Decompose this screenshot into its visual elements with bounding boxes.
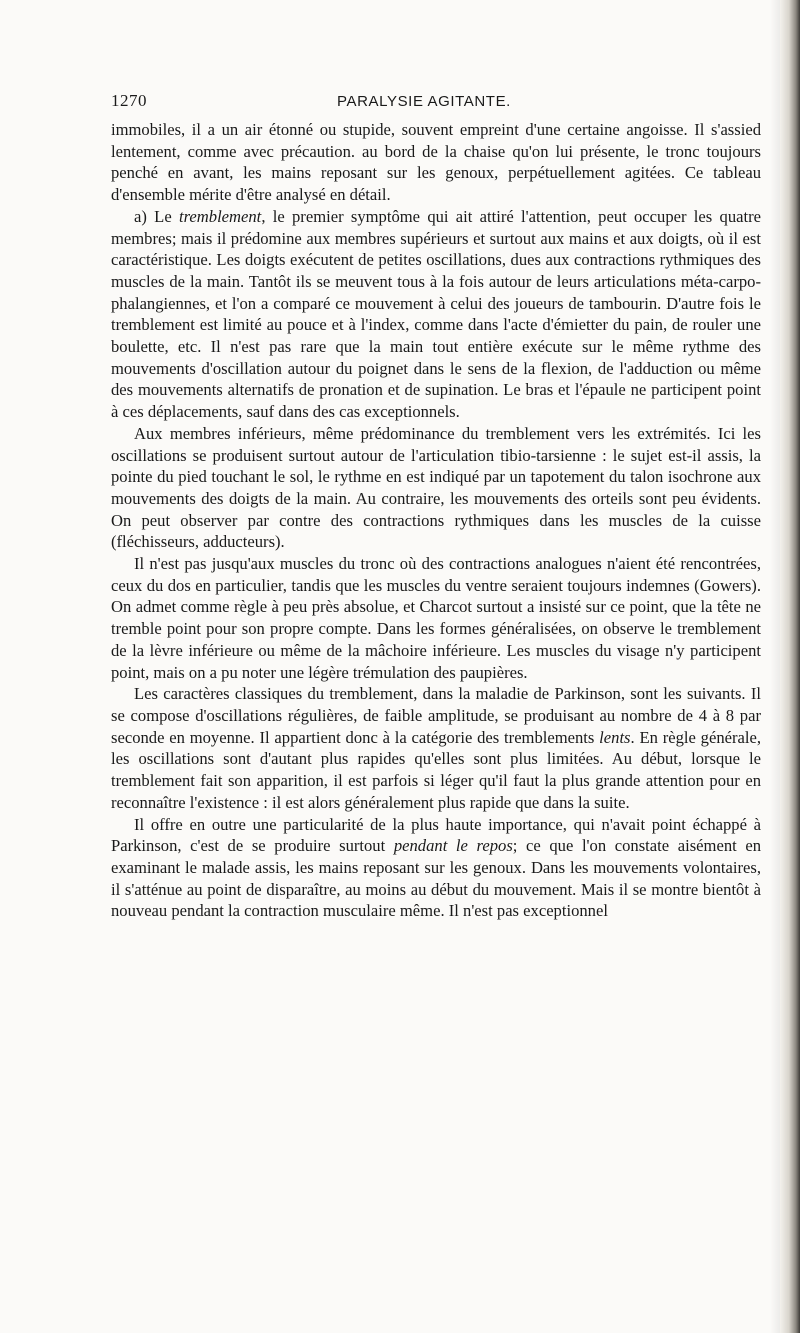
italic-term: pendant le repos [393, 836, 513, 856]
running-title: PARALYSIE AGITANTE. [337, 93, 511, 110]
paragraph: immobiles, il a un air étonné ou stupide, souvent empreint d'une certaine angoisse. Il s'assied lentement, comme avec précaution. au bord de la chaise qu'on lui présente, le tronc toujours penché en avant, les mains reposant sur les genoux, perpétuellement agitées. Ce tableau d'ensemble mérite d'être analysé en détail. [111, 120, 761, 205]
paragraph: Il n'est pas jusqu'aux muscles du tronc où des contractions analogues n'aient été rencontrées, ceux du dos en particulier, tandis que les muscles du ventre seraient toujours indemnes (Gowers). On admet comme règle à peu près absolue, et Charcot surtout a insisté sur ce point, que la tête ne tremble point pour son propre compte. Dans les formes généralisées, on observe le tremblement de la lèvre inférieure ou même de la mâchoire inférieure. Les muscles du visage n'y participent point, mais on a pu noter une légère trémulation des paupières. [111, 554, 761, 682]
paragraph: a) Le tremblement, le premier symptôme qui ait attiré l'attention, peut occuper les quatre membres; mais il prédomine aux membres supérieurs et surtout aux mains et aux doigts, où il est caractéristique. Les doigts exécutent de petites oscillations, dues aux contractions rythmiques des muscles de la main. Tantôt ils se meuvent tous à la fois autour de leurs articulations méta-carpo-phalangiennes, et l'on a comparé ce mouvement à celui des joueurs de tambourin. D'autre fois le tremblement est limité au pouce et à l'index, comme dans l'acte d'émietter du pain, de rouler une boulette, etc. Il n'est pas rare que la main tout entière exécute sur le même rythme des mouvements d'oscillation autour du poignet dans le sens de la flexion, de l'adduction ou même des mouvements alternatifs de pronation et de supination. Le bras et l'épaule ne participent point à ces déplacements, sauf dans des cas exceptionnels. [111, 206, 761, 422]
page-binding-edge [780, 0, 800, 1333]
italic-term: tremblement [178, 206, 262, 226]
body-text [111, 119, 761, 922]
page-header [111, 91, 761, 115]
paragraph: Les caractères classiques du tremblement, dans la maladie de Parkinson, sont les suivants. Il se compose d'oscillations régulières, de faible amplitude, se produisant au nombre de 4 à 8 par seconde en moyenne. Il appartient donc à la catégorie des tremblements lents. En règle générale, les oscillations sont d'autant plus rapides qu'elles sont plus limitées. Au début, lorsque le tremblement fait son apparition, il est parfois si léger qu'il faut la plus grande attention pour en reconnaître l'existence : il est alors généralement plus rapide que dans la suite. [111, 684, 761, 812]
binding-shadow [770, 0, 780, 1333]
paragraph: Il offre en outre une particularité de la plus haute importance, qui n'avait point échappé à Parkinson, c'est de se produire surtout pendant le repos; ce que l'on constate aisément en examinant le malade assis, les mains reposant sur les genoux. Dans les mouvements volontaires, il s'atténue au point de disparaître, au moins au début du mouvement. Mais il se montre bientôt à nouveau pendant la contraction musculaire même. Il n'est pas exceptionnel [111, 814, 762, 921]
page-number: 1270 [111, 91, 147, 110]
italic-term: lents [599, 727, 631, 747]
paragraph: Aux membres inférieurs, même prédominance du tremblement vers les extrémités. Ici les oscillations se produisent surtout autour de l'articulation tibio-tarsienne : le sujet est-il assis, la pointe du pied touchant le sol, le rythme en est indiqué par un tapotement du talon isochrone aux mouvements des doigts de la main. Au contraire, les mouvements des orteils sont peu évidents. On peut observer par contre des contractions rythmiques dans les muscles de la cuisse (fléchisseurs, adducteurs). [111, 423, 761, 552]
